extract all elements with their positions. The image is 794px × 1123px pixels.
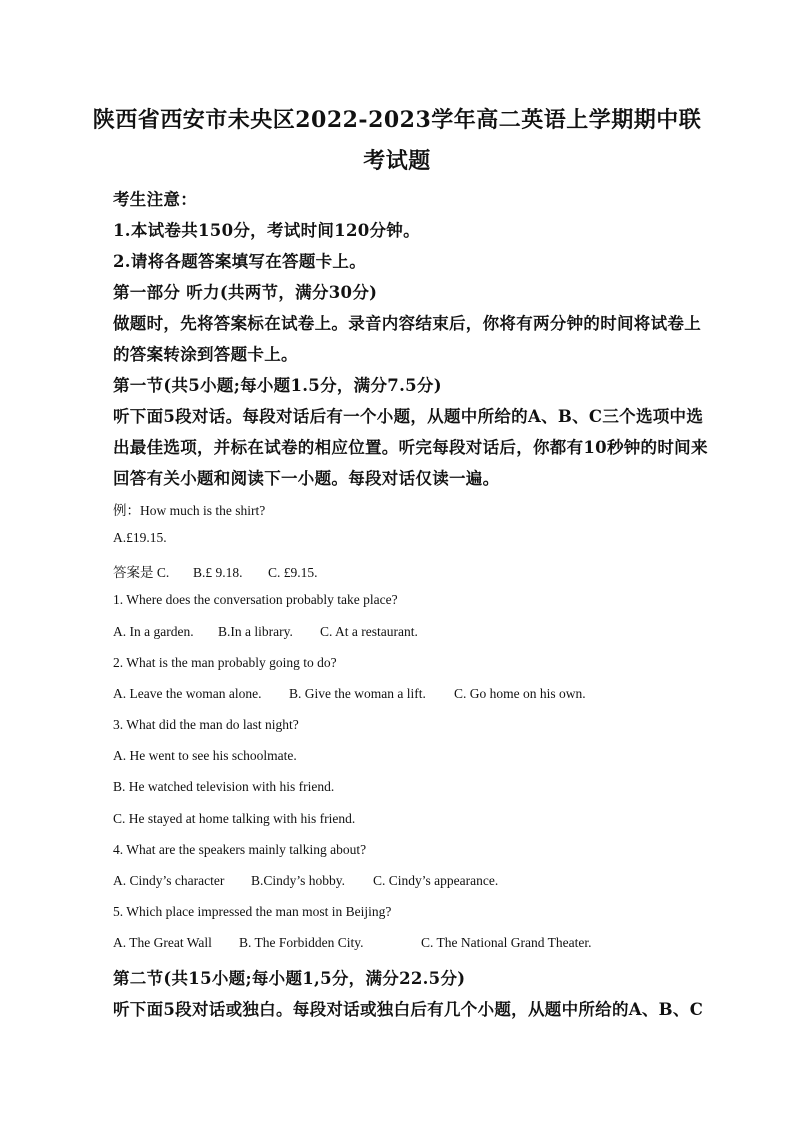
question-2-option-b: B. Give the woman a lift. — [289, 686, 426, 701]
section1-instruction-line-3: 回答有关小题和阅读下一小题。每段对话仅读一遍。 — [113, 469, 500, 488]
example-answer-line — [113, 561, 318, 581]
question-4-option-a: A. Cindy’s character — [113, 873, 225, 888]
example-option-b: B.£ 9.18. — [193, 565, 243, 580]
notice-item-1: 1.本试卷共150分，考试时间120分钟。 — [113, 221, 420, 240]
exam-title-line-1: 陕西省西安市未央区2022-2023学年高二英语上学期期中联 — [92, 107, 702, 133]
exam-title-line-2: 考试题 — [363, 148, 431, 174]
question-2-options — [113, 686, 586, 702]
question-3: 3. What did the man do last night? — [113, 717, 299, 732]
question-3-option-a: A. He went to see his schoolmate. — [113, 748, 297, 763]
part1-instruction-line-1: 做题时，先将答案标在试卷上。录音内容结束后，你将有两分钟的时间将试卷上 — [113, 314, 701, 333]
question-5: 5. Which place impressed the man most in Beijing? — [113, 904, 392, 919]
example-option-a: A.£19.15. — [113, 530, 167, 545]
example-question: 例：How much is the shirt? — [113, 503, 266, 518]
question-3-option-c: C. He stayed at home talking with his friend. — [113, 811, 356, 826]
question-4-option-b: B.Cindy’s hobby. — [251, 873, 346, 888]
section1-instruction-line-1: 听下面5段对话。每段对话后有一个小题，从题中所给的A、B、C三个选项中选 — [113, 407, 704, 426]
question-5-option-b: B. The Forbidden City. — [239, 935, 364, 950]
section1-instruction-line-2: 出最佳选项，并标在试卷的相应位置。听完每段对话后，你都有10秒钟的时间来 — [113, 438, 708, 457]
question-3-option-b: B. He watched television with his friend. — [113, 779, 335, 794]
question-2-option-c: C. Go home on his own. — [454, 686, 586, 701]
question-2-option-a: A. Leave the woman alone. — [113, 686, 262, 701]
notice-item-2: 2.请将各题答案填写在答题卡上。 — [113, 252, 367, 271]
question-1-option-a: A. In a garden. — [113, 624, 194, 639]
question-4: 4. What are the speakers mainly talking about? — [113, 842, 367, 857]
question-4-option-c: C. Cindy’s appearance. — [373, 873, 499, 888]
section2-heading: 第二节(共15小题;每小题1,5分，满分22.5分) — [113, 969, 466, 988]
question-4-options — [113, 873, 498, 889]
question-1-option-b: B.In a library. — [218, 624, 293, 639]
section2-instruction-line-1: 听下面5段对话或独白。每段对话或独白后有几个小题，从题中所给的A、B、C — [113, 1000, 704, 1019]
question-1: 1. Where does the conversation probably take place? — [113, 592, 398, 607]
question-2: 2. What is the man probably going to do? — [113, 655, 337, 670]
question-1-options — [113, 624, 418, 640]
notice-heading: 考生注意： — [113, 190, 197, 209]
question-1-option-c: C. At a restaurant. — [320, 624, 418, 639]
question-5-option-c: C. The National Grand Theater. — [421, 935, 592, 950]
question-5-option-a: A. The Great Wall — [113, 935, 212, 950]
example-option-c: C. £9.15. — [268, 565, 318, 580]
question-5-options — [113, 935, 591, 951]
part1-heading: 第一部分 听力(共两节，满分30分) — [113, 283, 378, 302]
example-answer: 答案是 C. — [113, 565, 170, 580]
section1-heading: 第一节(共5小题;每小题1.5分，满分7.5分) — [113, 376, 442, 395]
part1-instruction-line-2: 的答案转涂到答题卡上。 — [113, 345, 298, 364]
